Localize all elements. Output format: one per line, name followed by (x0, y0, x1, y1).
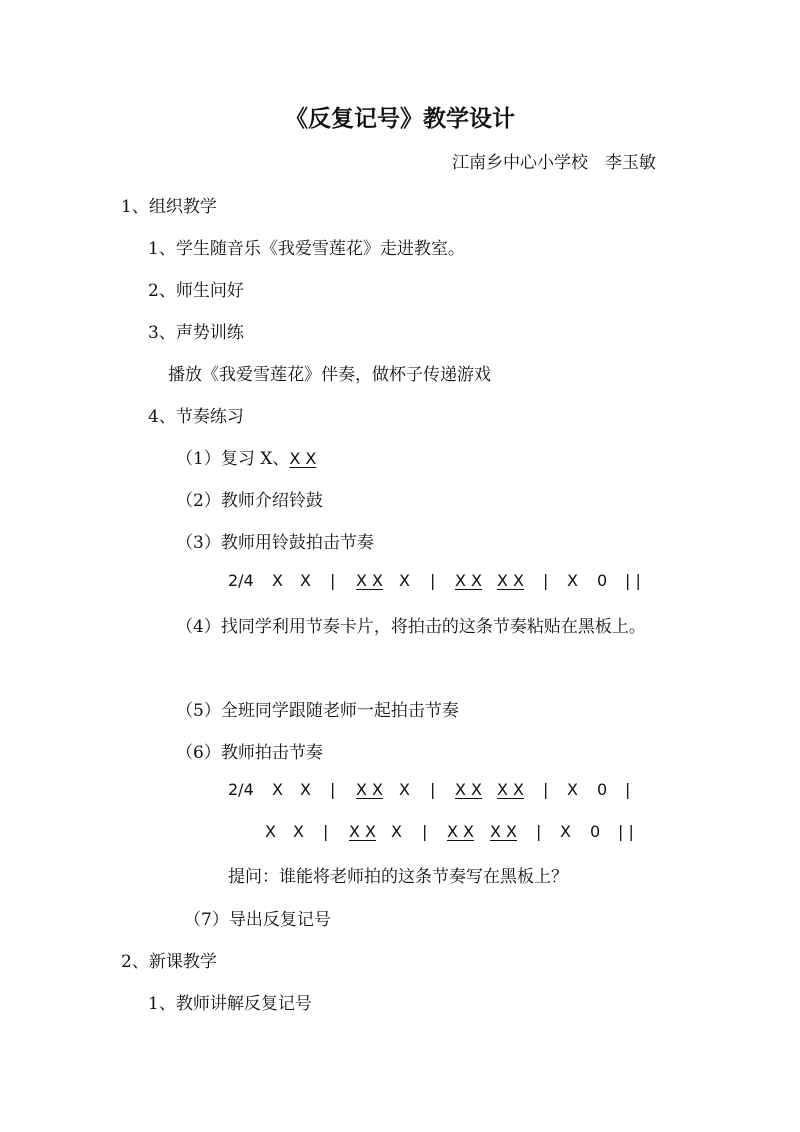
bar-line: | (536, 822, 542, 841)
rest-zero: 0 (590, 822, 601, 841)
note-xx: X X (455, 571, 483, 590)
section-heading-2: 2、新课教学 (121, 952, 217, 972)
note-xx: X X (356, 571, 384, 590)
bar-line: | (330, 571, 336, 590)
note-xx: X X (497, 571, 525, 590)
bar-line: | (430, 571, 436, 590)
rest-zero: 0 (597, 780, 608, 799)
note-xx: X X (455, 780, 483, 799)
sub-item-4: （4）找同学利用节奏卡片，将拍击的这条节奏粘贴在黑板上。 (176, 617, 646, 637)
note-x: X (293, 822, 304, 841)
list-item: 3、声势训练 (148, 323, 244, 343)
note-x: X (399, 780, 410, 799)
question-text: 提问：谁能将老师拍的这条节奏写在黑板上？ (228, 867, 568, 887)
page-title: 《反复记号》教学设计 (285, 105, 515, 132)
paragraph: 播放《我爱雪莲花》伴奏，做杯子传递游戏 (168, 365, 491, 385)
note-x: X (399, 571, 410, 590)
sub-item-text: （1）复习 X、 (176, 449, 290, 469)
note-x: X (265, 822, 276, 841)
rhythm-line (0, 780, 800, 802)
bar-line: | (543, 780, 549, 799)
bar-line: | (543, 571, 549, 590)
note-x: X (300, 780, 311, 799)
note-x: X (272, 780, 283, 799)
note-x: X (560, 822, 571, 841)
bar-line: | (625, 780, 631, 799)
note-x: X (391, 822, 402, 841)
time-signature: 2/4 (228, 780, 254, 799)
note-xx: X X (490, 822, 518, 841)
rhythm-xx: X X (289, 449, 317, 468)
rhythm-line (0, 822, 800, 844)
end-bar-line: | | (618, 822, 634, 841)
list-item: 2、师生问好 (148, 281, 244, 301)
note-x: X (567, 780, 578, 799)
end-bar-line: | | (625, 571, 641, 590)
note-x: X (567, 571, 578, 590)
note-xx: X X (356, 780, 384, 799)
list-item: 1、教师讲解反复记号 (148, 994, 312, 1014)
sub-item-1 (176, 444, 316, 469)
rhythm-line (0, 571, 800, 593)
sub-item-5: （5）全班同学跟随老师一起拍击节奏 (176, 701, 459, 721)
list-item: 1、学生随音乐《我爱雪莲花》走进教室。 (148, 239, 465, 259)
bar-line: | (430, 780, 436, 799)
note-xx: X X (349, 822, 377, 841)
sub-item-7: （7）导出反复记号 (184, 910, 331, 930)
bar-line: | (422, 822, 428, 841)
sub-item-3: （3）教师用铃鼓拍击节奏 (176, 533, 374, 553)
note-x: X (272, 571, 283, 590)
time-signature: 2/4 (228, 571, 254, 590)
list-item: 4、节奏练习 (148, 407, 244, 427)
sub-item-6: （6）教师拍击节奏 (176, 743, 323, 763)
bar-line: | (323, 822, 329, 841)
rest-zero: 0 (597, 571, 608, 590)
section-heading-1: 1、组织教学 (121, 197, 217, 217)
note-xx: X X (497, 780, 525, 799)
author-line: 江南乡中心小学校 李玉敏 (452, 153, 656, 173)
sub-item-2: （2）教师介绍铃鼓 (176, 491, 323, 511)
note-x: X (300, 571, 311, 590)
bar-line: | (330, 780, 336, 799)
note-xx: X X (447, 822, 475, 841)
